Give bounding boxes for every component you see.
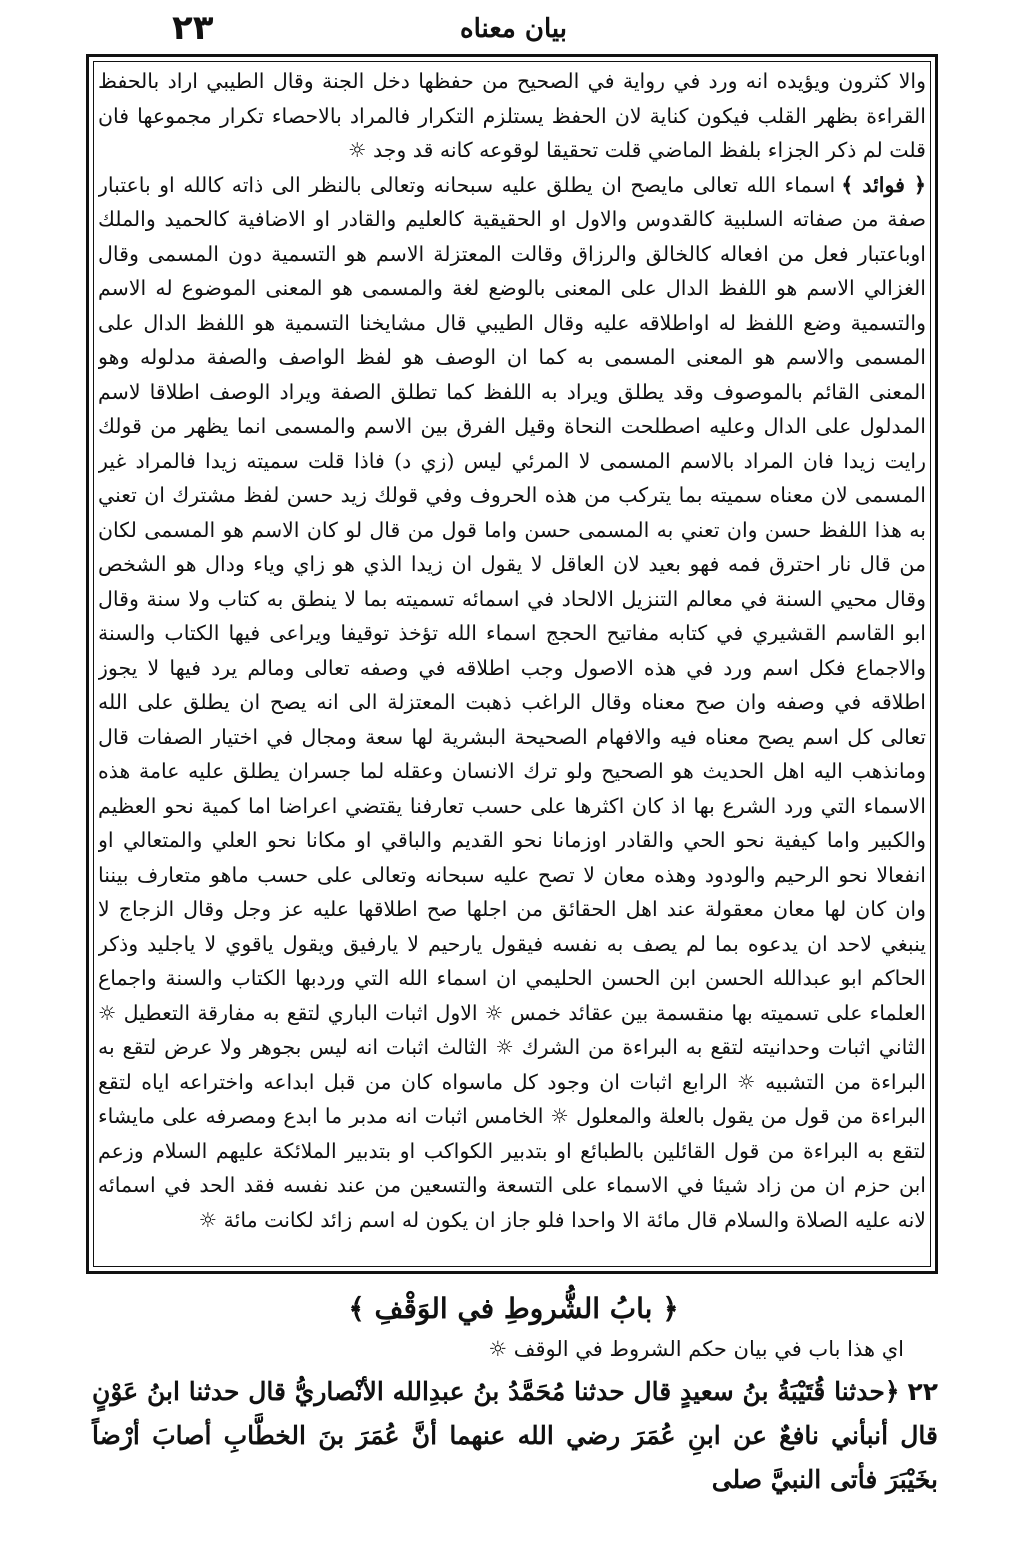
commentary-text (98, 64, 926, 1264)
hadith-number: ٢٢ (907, 1377, 938, 1406)
hadith-block (92, 1330, 938, 1502)
paragraph-1: والا كثرون ويؤيده انه ورد في رواية في الصحيح من حفظها دخل الجنة وقال الطيبي اراد بالحفظ القراءة بظهر القلب فيكون كناية لان الحفظ يستلزم التكرار فالمراد بالاحصاء تكرار مجموعها فان قلت لم ذكر الجزاء بلفظ الماضي قلت تحقيقا لوقوعه كانه قد وجد ☼ (98, 69, 926, 162)
page-number: ٢٣ (172, 8, 214, 48)
running-title: بيان معناه (459, 14, 567, 44)
chapter-intro: اي هذا باب في بيان حكم الشروط في الوقف ☼ (488, 1337, 904, 1361)
chapter-heading: ﴿ بابُ الشُّروطِ في الوَقْفِ ﴾ (348, 1292, 679, 1325)
fawaid-label: ﴿ فوائد ﴾ (841, 172, 926, 197)
hadith-body: ﴿حدثنا قُتَيْبَةُ بنُ سعيدٍ قال حدثنا مُحَمَّدُ بنُ عبدِالله الأنْصاريُّ قال حدثنا ابنُ عَوْنٍ قال أنبأني نافعٌ عن ابنِ عُمَرَ رضي الله عنهما أنَّ عُمَرَ بنَ الخطَّابِ أصابَ أرْضاً بخَيْبَرَ فأتى النبيَّ صلى (92, 1377, 938, 1494)
paragraph-2-text: اسماء الله تعالى مايصح ان يطلق عليه سبحانه وتعالى بالنظر الى ذاته كالله او باعتبار صفة من صفاته السلبية كالقدوس والاول او الحقيقية كالعليم والقادر او الاضافية كالحميد والملك اوباعتبار فعل من افعاله كالخالق والرزاق وقالت المعتزلة الاسم هو التسمية دون المسمى وقال الغزالي الاسم هو اللفظ الدال على المعنى بالوضع لغة والمسمى هو المعنى الموضوع له الاسم والتسمية وضع اللفظ له اواطلاقه عليه وقال الطيبي قال مشايخنا التسمية هو اللفظ الدال على المسمى والاسم هو المعنى المسمى به كما ان الوصف هو لفظ الواصف والصفة مدلوله وهو المعنى القائم بالموصوف وقد يطلق ويراد به اللفظ كما تطلق الصفة ويراد الوصف اطلاقا لاسم المدلول على الدال وعليه اصطلحت النحاة وقيل الفرق بين الاسم والمسمى انما يظهر من قولك رايت زيدا فان المراد بالاسم المسمى لا المرئي ليس (زي د) فاذا قلت سميته زيدا فالمراد غير المسمى لان معناه سميته بما يتركب من هذه الحروف وفي قولك زيد حسن لفظ مشترك ان تعني به هذا اللفظ حسن وان تعني به المسمى حسن واما قول من قال لو كان الاسم هو المسمى لكان من قال نار احترق فمه فهو بعيد لان العاقل لا يقول ان زيدا الذي هو زاي وياء ودال هو الشخص وقال محيي السنة في معالم التنزيل الالحاد في اسمائه تسميته بما لا ينطق به كتاب ولا سنة وقال ابو القاسم القشيري في كتابه مفاتيح الحجج اسماء الله تؤخذ توقيفا ويراعى فيها الكتاب والسنة والاجماع فكل اسم ورد في هذه الاصول وجب اطلاقه في وصفه تعالى ومالم يرد فيها لا يجوز اطلاقه في وصفه وان صح معناه وقال الراغب ذهبت المعتزلة الى انه يصح ان يطلق على الله تعالى كل اسم يصح معناه فيه والافهام الصحيحة البشرية لها سعة ومجال في اختيار الصفات قال ومانذهب اليه اهل الحديث هو الصحيح ولو ترك الانسان وعقله لما جسران يطلق عليه عامة هذه الاسماء التي ورد الشرع بها اذ كان اكثرها على حسب تعارفنا يقتضي اعراضا اما كمية نحو العظيم والكبير واما كيفية نحو الحي والقادر اوزمانا نحو القديم والباقي او مكانا نحو العلي والمتعالي او انفعالا نحو الرحيم والودود وهذه معان لا تصح عليه سبحانه وتعالى على حسب ماهو متعارف بيننا وان كان لها معان معقولة عند اهل الحقائق من اجلها صح اطلاقها عليه عز وجل وقال الزجاج لا ينبغي لاحد ان يدعوه بما لم يصف به نفسه فيقول يارحيم لا يارفيق ويقول ياقوي لا ياجليد وذكر الحاكم ابو عبدالله الحسن ابن الحسن الحليمي ان اسماء الله التي وردبها الكتاب والسنة واجماع العلماء على تسميته بها منقسمة بين عقائد خمس ☼ الاول اثبات الباري لتقع به مفارقة التعطيل ☼ الثاني اثبات وحدانيته لتقع به البراءة من الشرك ☼ الثالث اثبات انه ليس بجوهر ولا عرض لتقع به البراءة من التشبيه ☼ الرابع اثبات ان وجود كل ماسواه كان من قبل ابداعه واختراعه اياه لتقع البراءة من قول من يقول بالعلة والمعلول ☼ الخامس اثبات انه مدبر ما ابدع ومصرفه على مايشاء لتقع به البراءة من قول القائلين بالطبائع او بتدبير الكواكب او بتدبير الملائكة عليهم السلام وزعم ابن حزم ان من زاد شيئا في الاسماء على التسعة والتسعين من عند نفسه فقد الحد في اسمائه لانه عليه الصلاة والسلام قال مائة الا واحدا فلو جاز ان يكون له اسم زائد لكانت مائة ☼ (98, 172, 926, 1232)
paragraph-2 (98, 168, 926, 1238)
hadith-text (92, 1370, 938, 1502)
running-header (60, 8, 967, 52)
